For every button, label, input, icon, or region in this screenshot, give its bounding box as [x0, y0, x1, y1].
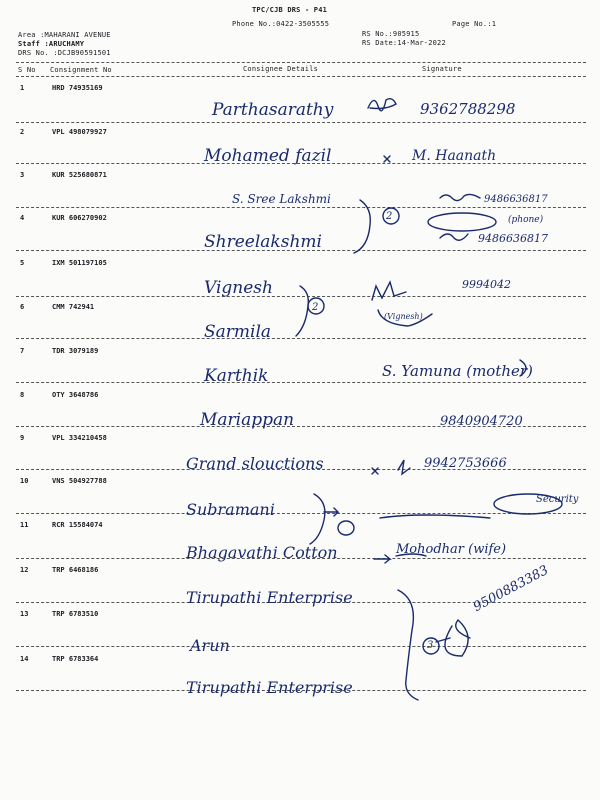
- signature-note: 9942753666: [424, 456, 507, 471]
- signature-scribble: [440, 234, 468, 240]
- circle-mark: 2: [312, 302, 319, 313]
- signature-scribble: [380, 515, 490, 518]
- consignee-name: Bhagavathi Cotton: [186, 543, 338, 562]
- staff-label: Staff :ARUCHAMY: [18, 40, 85, 48]
- row-consignment: TRP 6783364: [52, 655, 99, 663]
- consignee-name: Subramani: [186, 500, 275, 519]
- row-consignment: CMM 742941: [52, 303, 95, 311]
- signature-scribble: [440, 194, 480, 200]
- row-sno: 11: [20, 521, 29, 529]
- row-sno: 7: [20, 347, 25, 355]
- consignee-name: Shreelakshmi: [204, 232, 322, 252]
- signature-note: Security: [536, 494, 579, 505]
- signature-scribble: [398, 460, 410, 474]
- signature-note: 9486636817: [478, 232, 548, 245]
- consignee-name: S. Sree Lakshmi: [232, 192, 331, 206]
- row-consignment: VNS 504927788: [52, 477, 107, 485]
- signature-note: S. Yamuna (mother): [382, 362, 533, 380]
- column-consignee: Consignee Details: [243, 65, 319, 73]
- row-sno: 10: [20, 477, 29, 485]
- column-sno: S No: [18, 66, 36, 74]
- page-number: Page No.:1: [452, 20, 497, 28]
- phone-annotation: (phone): [508, 215, 544, 225]
- consignee-name: Sarmila: [204, 322, 272, 342]
- consignee-name: Tirupathi Enterprise: [186, 678, 353, 697]
- area-label: Area :MAHARANI AVENUE: [18, 31, 111, 39]
- consignee-name: Arun: [190, 636, 230, 655]
- consignee-name: Tirupathi Enterprise: [186, 588, 353, 607]
- row-sno: 12: [20, 566, 29, 574]
- report-title: TPC/CJB DRS - P41: [252, 6, 328, 14]
- row-divider: [16, 646, 586, 647]
- signature-note: (Vignesh): [384, 312, 423, 321]
- row-sno: 14: [20, 655, 29, 663]
- consignee-name: Parthasarathy: [212, 100, 334, 120]
- bracket-stroke: [398, 590, 418, 700]
- drs-number: DRS No. :DCJB90591501: [18, 49, 111, 57]
- circle-mark-stroke: [338, 521, 354, 535]
- row-consignment: TRP 6783510: [52, 610, 99, 618]
- header-divider-top: [16, 62, 586, 63]
- row-sno: 13: [20, 610, 29, 618]
- signature-scribble: [445, 620, 470, 656]
- row-divider: [16, 207, 586, 208]
- row-consignment: KUR 606270902: [52, 214, 107, 222]
- row-consignment: RCR 15584074: [52, 521, 103, 529]
- phone-number: Phone No.:0422-3505555: [232, 20, 330, 28]
- signature-scribble: [368, 99, 396, 111]
- signature-note: M. Haanath: [412, 148, 497, 164]
- consignee-name: Grand slouctions: [186, 454, 324, 473]
- column-signature: Signature: [422, 65, 462, 73]
- rs-date: RS Date:14-Mar-2022: [362, 39, 446, 47]
- row-sno: 6: [20, 303, 25, 311]
- row-sno: 9: [20, 434, 25, 442]
- row-consignment: TDR 3079189: [52, 347, 99, 355]
- column-consignment: Consignment No: [50, 66, 112, 74]
- row-consignment: HRD 74935169: [52, 84, 103, 92]
- row-sno: 3: [20, 171, 25, 179]
- signature-note: 9500883383: [470, 562, 552, 615]
- circle-mark-stroke: [428, 213, 496, 231]
- row-sno: 2: [20, 128, 25, 136]
- circle-mark: 2: [386, 211, 393, 222]
- consignee-name: Mariappan: [200, 410, 295, 430]
- bracket-stroke: [296, 286, 308, 336]
- signature-note: 9840904720: [440, 414, 523, 429]
- signature-note: 9486636817: [484, 194, 548, 205]
- row-consignment: OTY 3648786: [52, 391, 99, 399]
- row-consignment: VPL 498079927: [52, 128, 107, 136]
- circle-mark: 3: [427, 640, 434, 651]
- row-divider: [16, 296, 586, 297]
- signature-note: 9362788298: [420, 100, 516, 118]
- bracket-stroke: [310, 494, 325, 544]
- row-consignment: TRP 6468186: [52, 566, 99, 574]
- row-divider: [16, 122, 586, 123]
- row-divider: [16, 513, 586, 514]
- row-divider: [16, 382, 586, 383]
- arrow-stroke: [324, 508, 338, 516]
- row-divider: [16, 338, 586, 339]
- row-sno: 5: [20, 259, 25, 267]
- consignee-name: Karthik: [204, 366, 269, 386]
- rs-number: RS No.:905915: [362, 30, 420, 38]
- row-sno: 1: [20, 84, 25, 92]
- signature-scribble: [372, 282, 406, 300]
- row-sno: 8: [20, 391, 25, 399]
- header-divider-bottom: [16, 76, 586, 77]
- signature-note: 9994042: [462, 278, 511, 291]
- row-consignment: IXM 501197105: [52, 259, 107, 267]
- signature-note: Mohodhar (wife): [396, 542, 507, 557]
- arrow-stroke: [374, 555, 390, 563]
- cross-mark: [384, 156, 390, 162]
- row-consignment: KUR 525680871: [52, 171, 107, 179]
- consignee-name: Mohamed fazil: [204, 146, 332, 166]
- dash-stroke: [436, 638, 450, 642]
- row-sno: 4: [20, 214, 25, 222]
- consignee-name: Vignesh: [204, 278, 273, 298]
- row-consignment: VPL 334210458: [52, 434, 107, 442]
